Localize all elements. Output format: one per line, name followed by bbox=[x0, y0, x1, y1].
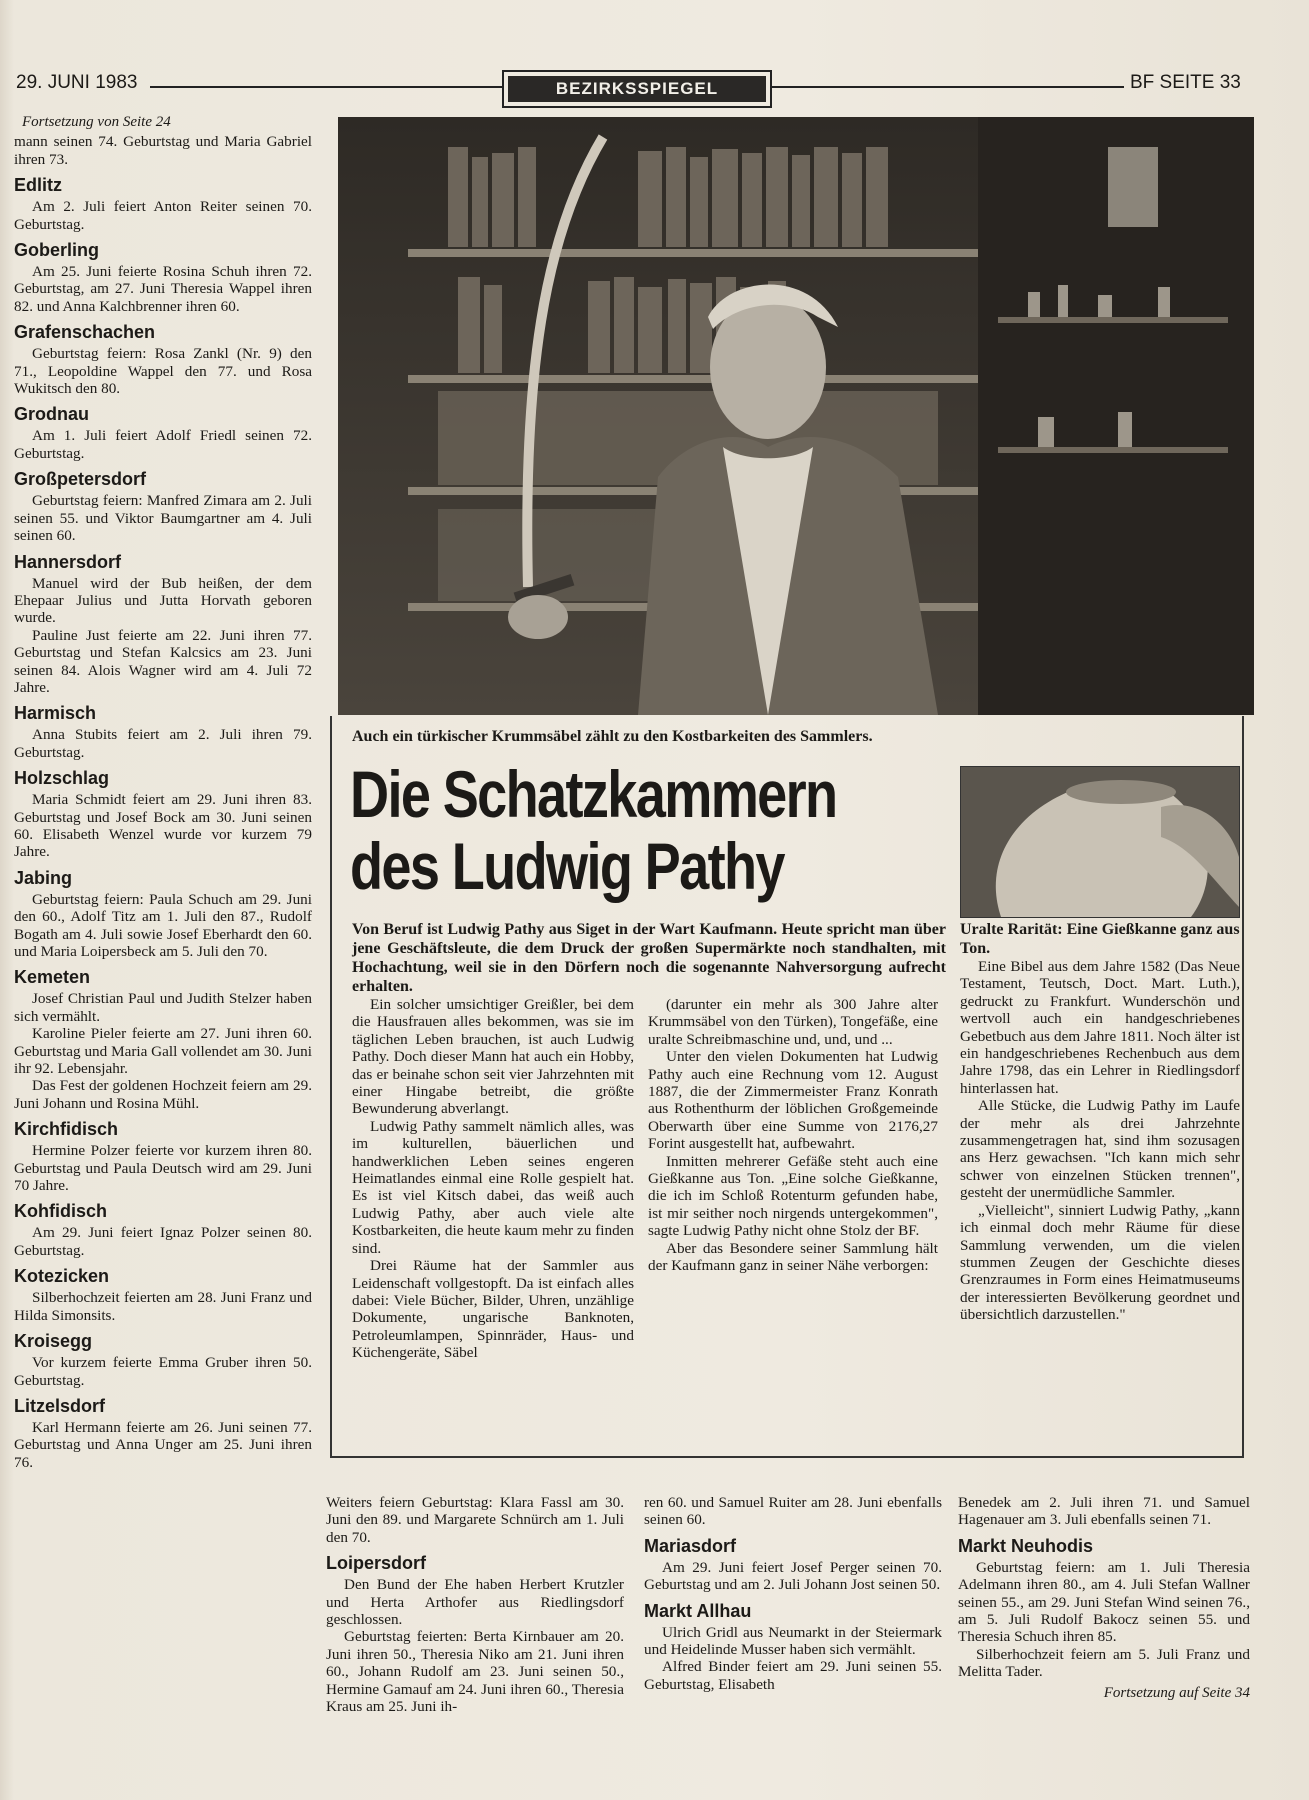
section-title: BEZIRKSSPIEGEL bbox=[508, 76, 766, 102]
headline-line-1: Die Schatzkammern bbox=[350, 757, 837, 831]
birthday-column-bottom-1 bbox=[326, 1494, 624, 1715]
place-heading: Mariasdorf bbox=[644, 1535, 737, 1556]
continued-text: Weiters feiern Geburtstag: Klara Fassl am 30. Juni den 89. und Margarete Schnürch am 1. Juli den 70. bbox=[326, 1494, 624, 1546]
collector-photo bbox=[338, 117, 1254, 715]
continued-from: Fortsetzung von Seite 24 bbox=[22, 114, 171, 130]
entry-text: Das Fest der goldenen Hochzeit feiern am 29. Juni Johann und Rosina Mühl. bbox=[14, 1077, 312, 1112]
entry-text: Am 1. Juli feiert Adolf Friedl seinen 72. Geburtstag. bbox=[14, 427, 312, 462]
article-column-2 bbox=[648, 996, 938, 1275]
article-lede: Von Beruf ist Ludwig Pathy aus Siget in der Wart Kaufmann. Heute spricht man über jene Geschäftsleute, die dem Druck der großen Supermärkte noch standhalten, mit Hochachtung, weil sie in den Dörfern noch die sogenannte Nahversorgung aufrecht erhalten. bbox=[352, 921, 946, 995]
article-paragraph: Unter den vielen Dokumenten hat Ludwig Pathy auch eine Rechnung vom 12. August 1887, die der Zimmermeister Franz Konrath aus Rothenthurm der löblichen Großgemeinde Oberwarth über eine Summe von 2176,27 Forint ausgestellt hat, aufbewahrt. bbox=[648, 1048, 938, 1153]
entry-text: Am 29. Juni feiert Josef Perger seinen 70. Geburtstag und am 2. Juli Johann Jost seinen 50. bbox=[644, 1558, 942, 1594]
entry-text: Vor kurzem feierte Emma Gruber ihren 50. Geburtstag. bbox=[14, 1354, 312, 1389]
article-paragraph: „Vielleicht", sinniert Ludwig Pathy, „kann ich einmal doch mehr Räume für diese Sammlung verwenden, um die vielen stummen Zeugen der Geschichte dieses Grenzraumes in Form eines Heimatmuseums der interessierten Bevölkerung geordnet und übersichtlich darzustellen." bbox=[960, 1201, 1240, 1324]
place-heading: Großpetersdorf bbox=[14, 469, 147, 490]
entry-text: Silberhochzeit feiern am 5. Juli Franz und Melitta Tader. bbox=[958, 1645, 1250, 1681]
article-paragraph: Ein solcher umsichtiger Greißler, bei dem die Hausfrauen alles bekommen, was sie im täglichen Leben brauchen, ist auch Ludwig Pathy. Doch dieser Mann hat auch ein Hobby, das er beinahe schon seit vier Jahrzehnten mit einer Hingabe betreibt, die größte Bewunderung abverlangt. bbox=[352, 996, 634, 1118]
article-paragraph: (darunter ein mehr als 300 Jahre alter Krummsäbel von den Türken), Tongefäße, eine uralte Schreibmaschine und, und, und ... bbox=[648, 996, 938, 1048]
header-rule-right bbox=[770, 86, 1124, 88]
page-number: BF SEITE 33 bbox=[1130, 72, 1241, 93]
entry-text: Geburtstag feiern: Manfred Zimara am 2. Juli seinen 55. und Viktor Baumgartner am 4. Juli seinen 60. bbox=[14, 492, 312, 545]
place-heading: Kohfidisch bbox=[14, 1201, 107, 1222]
place-heading: Harmisch bbox=[14, 703, 97, 724]
article-paragraph: Eine Bibel aus dem Jahre 1582 (Das Neue Testament, Teutsch, Doct. Mart. Luth.), gedruckt zu Frankfurt. Wunderschön und wertvoll auch ein handgeschriebenes Gebetbuch aus dem Jahre 1811. Noch älter ist ein handgeschriebenes Rechenbuch aus dem Jahre 1798, das ein Lehrer in Riedlingsdorf hinterlassen hat. bbox=[960, 958, 1240, 1097]
birthday-column-bottom-2 bbox=[644, 1494, 942, 1693]
entry-text: Manuel wird der Bub heißen, der dem Ehepaar Julius und Jutta Horvath geboren wurde. bbox=[14, 574, 312, 627]
headline-line-2: des Ludwig Pathy bbox=[350, 829, 784, 903]
place-heading: Grafenschachen bbox=[14, 322, 156, 343]
entry-text: Silberhochzeit feierten am 28. Juni Franz und Hilda Simonsits. bbox=[14, 1289, 312, 1324]
place-heading: Litzelsdorf bbox=[14, 1395, 106, 1416]
continued-text: Benedek am 2. Juli ihren 71. und Samuel Hagenauer am 3. Juli ebenfalls seinen 71. bbox=[958, 1494, 1250, 1529]
article-column-1 bbox=[352, 996, 634, 1362]
photo-caption: Auch ein türkischer Krummsäbel zählt zu den Kostbarkeiten des Sammlers. bbox=[352, 728, 873, 745]
continued-to: Fortsetzung auf Seite 34 bbox=[1103, 1684, 1250, 1701]
place-heading: Edlitz bbox=[14, 175, 62, 196]
continued-text: ren 60. und Samuel Ruiter am 28. Juni ebenfalls seinen 60. bbox=[644, 1494, 942, 1529]
place-heading: Hannersdorf bbox=[14, 551, 122, 572]
entry-text: Pauline Just feierte am 22. Juni ihren 77. Geburtstag und Stefan Kalcsics am 23. Juni seinen 84. Alois Wagner wird am 4. Juli 72 Jahre. bbox=[14, 626, 312, 696]
place-heading: Kotezicken bbox=[14, 1266, 110, 1287]
entry-text: Hermine Polzer feierte vor kurzem ihren 80. Geburtstag und Paula Deutsch wird am 29. Juni 70 Jahre. bbox=[14, 1142, 312, 1195]
entry-text: Geburtstag feiern: am 1. Juli Theresia Adelmann ihren 80., am 4. Juli Stefan Wallner seinen 55., am 29. Juni Stefan Wind seinen 76., am 5. Juli Rudolf Bakocz seinen 55. und Theresia Schuch ihren 85. bbox=[958, 1558, 1250, 1646]
entry-text: Karl Hermann feierte am 26. Juni seinen 77. Geburtstag und Anna Unger am 25. Juni ihren 76. bbox=[14, 1418, 312, 1471]
jug-illustration bbox=[961, 767, 1239, 917]
place-heading: Loipersdorf bbox=[326, 1553, 427, 1574]
section-banner bbox=[502, 70, 772, 108]
place-heading: Jabing bbox=[14, 867, 73, 888]
article-column-3 bbox=[960, 958, 1240, 1324]
place-heading: Markt Allhau bbox=[644, 1600, 752, 1621]
place-heading: Goberling bbox=[14, 240, 99, 261]
birthday-column-left bbox=[14, 114, 312, 1471]
entry-text: Karoline Pieler feierte am 27. Juni ihren 60. Geburtstag und Maria Gall vollendet am 30. Juni ihr 92. Lebensjahr. bbox=[14, 1025, 312, 1078]
jug-caption: Uralte Rarität: Eine Gießkanne ganz aus Ton. bbox=[960, 921, 1240, 957]
birthday-column-bottom-3 bbox=[958, 1494, 1250, 1702]
entry-text: Anna Stubits feiert am 2. Juli ihren 79. Geburtstag. bbox=[14, 726, 312, 761]
place-heading: Kroisegg bbox=[14, 1331, 93, 1352]
headline bbox=[350, 758, 842, 902]
entry-text: Geburtstag feiern: Rosa Zankl (Nr. 9) den 71., Leopoldine Wappel den 77. und Rosa Wukitsch den 80. bbox=[14, 345, 312, 398]
article-paragraph: Alle Stücke, die Ludwig Pathy im Laufe der mehr als drei Jahrzehnte zusammengetragen hat, sind ihm sozusagen ans Herz gewachsen. "Ich kann mich sehr schwer von einzelnen Stücken trennen", gesteht der unermüdliche Sammler. bbox=[960, 1097, 1240, 1202]
entry-text: Den Bund der Ehe haben Herbert Krutzler und Herta Arthofer aus Riedlingsdorf geschlossen. bbox=[326, 1576, 624, 1629]
jug-photo bbox=[960, 766, 1240, 918]
entry-text: Geburtstag feierten: Berta Kirnbauer am 20. Juni ihren 50., Theresia Niko am 21. Juni ihren 60., Johann Rudolf am 23. Juni seinen 50., Hermine Gamauf am 24. Juni ihren 60., Theresia Kraus am 25. Juni ih- bbox=[326, 1628, 624, 1716]
article-paragraph: Drei Räume hat der Sammler aus Leidenschaft vollgestopft. Da ist einfach alles dabei: Viele Bücher, Bilder, Uhren, unzählige Dokumente, ungarische Banknoten, Petroleumlampen, Spinnräder, Haus- und Küchengeräte, Säbel bbox=[352, 1257, 634, 1362]
entry-text: Am 29. Juni feiert Ignaz Polzer seinen 80. Geburtstag. bbox=[14, 1224, 312, 1259]
place-heading: Grodnau bbox=[14, 404, 89, 425]
entry-text: Geburtstag feiern: Paula Schuch am 29. Juni den 60., Adolf Titz am 1. Juli den 87., Rudolf Bogath am 4. Juli sowie Josef Eberhardt den 60. und Maria Loipersbeck am 5. Juli den 70. bbox=[14, 890, 312, 960]
intro-text: mann seinen 74. Geburtstag und Maria Gabriel ihren 73. bbox=[14, 133, 312, 168]
entry-text: Am 25. Juni feierte Rosina Schuh ihren 72. Geburtstag, am 27. Juni Theresia Wappel ihren 82. und Anna Kalchbrenner ihren 60. bbox=[14, 263, 312, 315]
entry-text: Alfred Binder feiert am 29. Juni seinen 55. Geburtstag, Elisabeth bbox=[644, 1658, 942, 1693]
article-paragraph: Aber das Besondere seiner Sammlung hält der Kaufmann ganz in seiner Nähe verborgen: bbox=[648, 1239, 938, 1275]
place-heading: Kemeten bbox=[14, 967, 91, 988]
article-paragraph: Ludwig Pathy sammelt nämlich alles, was im kulturellen, bäuerlichen und handwerklichen Leben seines engeren Heimatlandes einmal eine Rolle gespielt hat. Es ist viel Kitsch dabei, das weiß auch Ludwig Pathy, aber auch viele alte Kostbarkeiten, die heute kaum mehr zu finden sind. bbox=[352, 1117, 634, 1257]
place-heading: Markt Neuhodis bbox=[958, 1535, 1094, 1556]
article-paragraph: Inmitten mehrerer Gefäße steht auch eine Gießkanne aus Ton. „Eine solche Gießkanne, die ich im Schloß Rotenturm gefunden habe, ist mir seither noch nirgends untergekommen", sagte Ludwig Pathy nicht ohne Stolz der BF. bbox=[648, 1152, 938, 1240]
entry-text: Am 2. Juli feiert Anton Reiter seinen 70. Geburtstag. bbox=[14, 198, 312, 233]
entry-text: Ulrich Gridl aus Neumarkt in der Steiermark und Heidelinde Musser haben sich vermählt. bbox=[644, 1623, 942, 1659]
header-rule-left bbox=[150, 86, 502, 88]
place-heading: Kirchfidisch bbox=[14, 1119, 119, 1140]
entry-text: Maria Schmidt feiert am 29. Juni ihren 83. Geburtstag und Josef Bock am 30. Juni seinen 60. Elisabeth Wenzel wurde vor kurzem 79 Jahre. bbox=[14, 791, 312, 861]
issue-date: 29. JUNI 1983 bbox=[16, 72, 138, 93]
place-heading: Holzschlag bbox=[14, 768, 110, 789]
photo-illustration bbox=[338, 117, 1254, 715]
entry-text: Josef Christian Paul und Judith Stelzer haben sich vermählt. bbox=[14, 990, 312, 1025]
